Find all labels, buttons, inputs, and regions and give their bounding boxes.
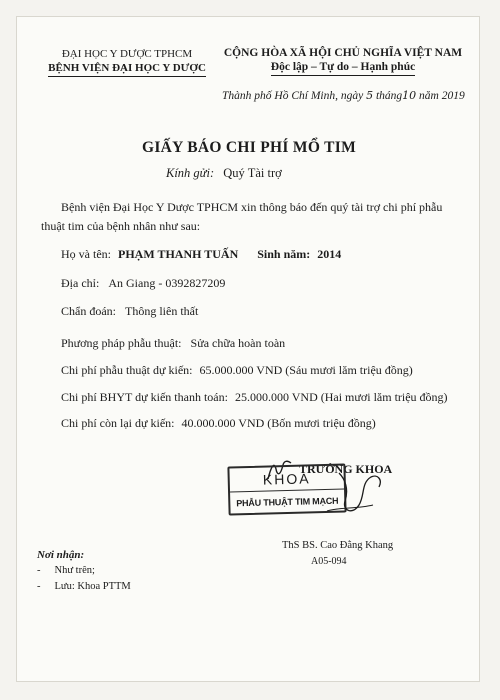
intro-line-1: Bệnh viện Đại Học Y Dược TPHCM xin thông báo đến quý tài trợ chi phí phẫu (61, 200, 443, 214)
stamp-top-text: KHOA (229, 466, 344, 493)
signer-name: ThS BS. Cao Đằng Khang (282, 540, 394, 551)
recipient-label: Kính gửi: (166, 166, 215, 180)
cost-value: 40.000.000 VND (Bốn mươi triệu đồng) (181, 416, 376, 430)
diagnosis-label: Chẩn đoán: (61, 304, 116, 318)
surgery-method-label: Phương pháp phẫu thuật: (61, 336, 182, 350)
date-month-prefix: tháng (375, 90, 403, 102)
patient-name-line (61, 247, 341, 262)
address-label: Địa chỉ: (61, 276, 100, 290)
cost-line (61, 416, 376, 431)
patient-name: PHẠM THANH TUẤN (118, 247, 239, 261)
diagnosis-value: Thông liên thất (125, 304, 199, 318)
cost-label: Chi phí phẫu thuật dự kiến: (61, 363, 193, 377)
date-line (222, 89, 465, 102)
recipient-line (166, 166, 282, 181)
signer-code: A05-094 (311, 556, 347, 567)
recipient-item: - Lưu: Khoa PTTM (37, 581, 131, 592)
handwritten-signature-icon (287, 465, 397, 535)
cost-value: 25.000.000 VND (Hai mươi lăm triệu đồng) (234, 390, 448, 404)
nation-line-1: CỘNG HÒA XÃ HỘI CHỦ NGHĨA VIỆT NAM (223, 47, 463, 59)
intro-line-2: thuật tim của bệnh nhân như sau: (41, 219, 201, 233)
surgery-method-value: Sửa chữa hoàn toàn (190, 336, 286, 350)
stamp-bottom-text: PHẪU THUẬT TIM MẠCH (236, 495, 339, 509)
birth-year: 2014 (317, 247, 342, 261)
cost-value: 65.000.000 VND (Sáu mươi lăm triệu đồng) (199, 363, 413, 377)
cost-label: Chi phí BHYT dự kiến thanh toán: (61, 390, 228, 404)
diagnosis-line (61, 304, 198, 319)
patient-name-label: Họ và tên: (61, 247, 111, 261)
date-year: năm 2019 (419, 90, 465, 102)
document-page (16, 16, 480, 682)
birth-label: Sinh năm: (257, 247, 311, 261)
org-line-1: ĐẠI HỌC Y DƯỢC TPHCM (61, 48, 193, 60)
signature-role: TRƯỞNG KHOA (299, 462, 393, 476)
nation-line-2: Độc lập – Tự do – Hạnh phúc (217, 60, 469, 76)
cost-line (61, 390, 448, 405)
org-line-2: BỆNH VIỆN ĐẠI HỌC Y DƯỢC (37, 61, 217, 77)
date-month: 10 (402, 89, 417, 102)
nation-header (217, 46, 469, 76)
surgery-method-line (61, 336, 285, 351)
address-value: An Giang - 0392827209 (108, 276, 226, 290)
recipient-item: - Như trên; (37, 565, 95, 576)
date-city: Thành phố Hồ Chí Minh, ngày (222, 90, 364, 102)
cost-line (61, 363, 413, 378)
cost-label: Chi phí còn lại dự kiến: (61, 416, 175, 430)
recipient-value: Quý Tài trợ (223, 166, 282, 180)
address-line (61, 276, 225, 291)
recipients-title: Nơi nhận: (37, 549, 85, 561)
date-day: 5 (366, 89, 374, 102)
organization-header (37, 47, 217, 77)
document-title: GIẤY BÁO CHI PHÍ MỔ TIM (141, 139, 356, 156)
